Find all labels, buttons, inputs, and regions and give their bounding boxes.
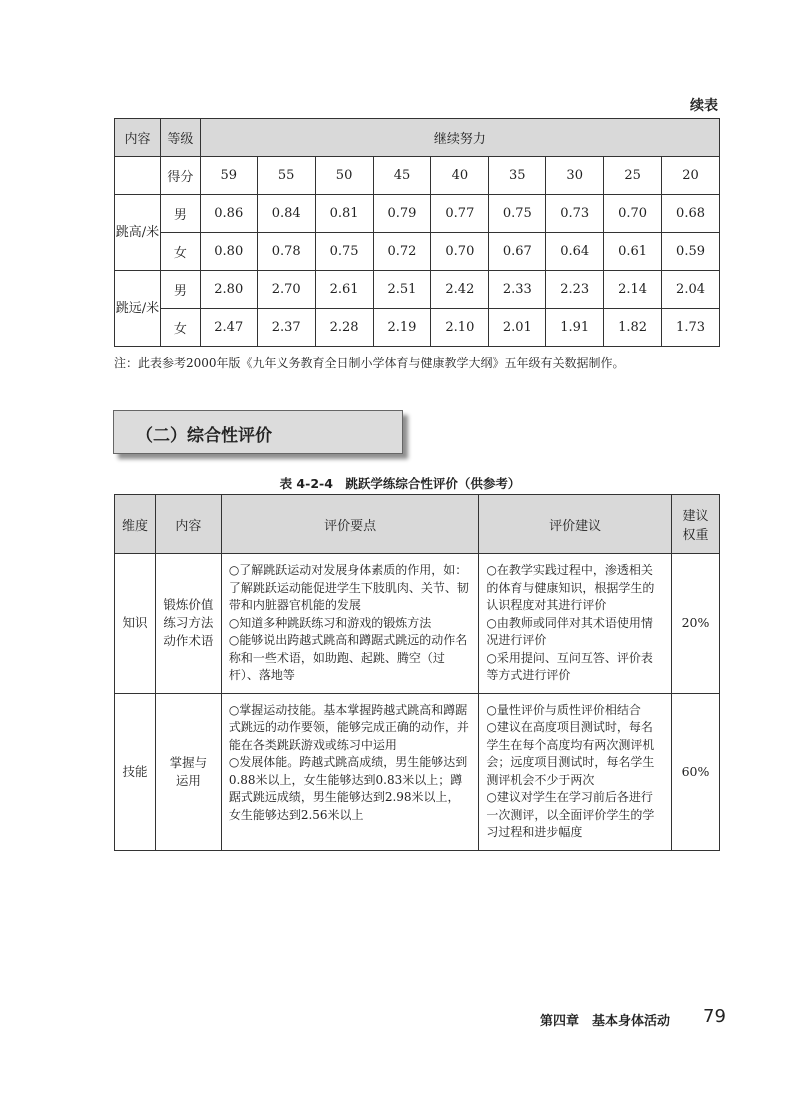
value-cell: 0.68 [662, 195, 720, 233]
points-cell [221, 554, 479, 694]
value-cell: 0.73 [546, 195, 604, 233]
table-header-row [115, 495, 720, 554]
value-cell: 2.42 [431, 271, 489, 309]
gender-cell: 女 [160, 309, 200, 347]
header-suggestion: 评价建议 [479, 495, 672, 554]
gender-cell: 男 [160, 271, 200, 309]
value-cell: 2.14 [604, 271, 662, 309]
suggestion-item: ○建议对学生在学习前后各进行一次测评，以全面评价学生的学习过程和进步幅度 [486, 790, 655, 839]
suggestion-item: ○采用提问、互问互答、评价表等方式进行评价 [486, 650, 653, 682]
value-cell: 0.75 [315, 233, 373, 271]
header-band: 继续努力 [200, 119, 719, 157]
header-points: 评价要点 [221, 495, 479, 554]
dimension-cell: 知识 [115, 554, 156, 694]
suggestion-item: ○量性评价与质性评价相结合 [486, 702, 641, 717]
footer-chapter: 第四章 基本身体活动 [540, 1014, 671, 1029]
value-cell: 2.70 [257, 271, 315, 309]
value-cell: 2.47 [200, 309, 257, 347]
header-weight-line: 权重 [682, 528, 709, 543]
header-content: 内容 [115, 119, 161, 157]
content-line: 动作术语 [163, 633, 214, 649]
value-cell: 0.70 [604, 195, 662, 233]
header-dimension: 维度 [115, 495, 156, 554]
page-number: 79 [703, 1006, 726, 1027]
value-cell: 0.61 [604, 233, 662, 271]
header-content: 内容 [155, 495, 221, 554]
suggestion-item: ○由教师或同伴对其术语使用情况进行评价 [486, 615, 653, 647]
content-line: 运用 [175, 772, 201, 788]
point-item: ○知道多种跳跃练习和游戏的锻炼方法 [228, 615, 432, 630]
value-cell: 2.37 [257, 309, 315, 347]
evaluation-table [114, 494, 720, 851]
value-cell: 2.61 [315, 271, 373, 309]
gender-cell: 女 [160, 233, 200, 271]
score-table [114, 118, 720, 347]
content-cell [155, 693, 221, 850]
value-cell: 2.04 [662, 271, 720, 309]
table-row [115, 271, 720, 309]
header-level: 等级 [160, 119, 200, 157]
value-cell: 2.01 [489, 309, 546, 347]
suggestion-cell [479, 554, 672, 694]
group-label-high-jump: 跳高/米 [115, 195, 161, 271]
value-cell: 0.59 [662, 233, 720, 271]
table-row [115, 195, 720, 233]
table-note: 注：此表参考2000年版《九年义务教育全日制小学体育与健康教学大纲》五年级有关数据制作。 [114, 356, 625, 370]
score-cell: 50 [315, 157, 373, 195]
value-cell: 0.72 [373, 233, 431, 271]
points-cell [221, 693, 479, 850]
score-cell: 55 [257, 157, 315, 195]
table-row [115, 309, 720, 347]
section-title: （二）综合性评价 [136, 426, 272, 446]
value-cell: 2.19 [373, 309, 431, 347]
score-cell: 59 [200, 157, 257, 195]
suggestion-item: ○在教学实践过程中，渗透相关的体育与健康知识，根据学生的认识程度对其进行评价 [486, 563, 655, 612]
value-cell: 2.80 [200, 271, 257, 309]
value-cell: 1.73 [662, 309, 720, 347]
score-row [115, 157, 720, 195]
table-row [115, 233, 720, 271]
score-cell: 25 [604, 157, 662, 195]
point-item: ○能够说出跨越式跳高和蹲踞式跳远的动作名称和一些术语，如助跑、起跳、腾空（过杆）、落地等 [228, 633, 468, 682]
value-cell: 2.10 [431, 309, 489, 347]
table-row [115, 554, 720, 694]
score-cell: 20 [662, 157, 720, 195]
value-cell: 2.51 [373, 271, 431, 309]
value-cell: 0.78 [257, 233, 315, 271]
score-cell: 40 [431, 157, 489, 195]
blank-cell [115, 157, 161, 195]
continued-label: 续表 [690, 98, 718, 114]
group-label-long-jump: 跳远/米 [115, 271, 161, 347]
score-label: 得分 [160, 157, 200, 195]
value-cell: 0.75 [489, 195, 546, 233]
value-cell: 0.79 [373, 195, 431, 233]
value-cell: 2.23 [546, 271, 604, 309]
value-cell: 0.70 [431, 233, 489, 271]
value-cell: 1.82 [604, 309, 662, 347]
dimension-cell: 技能 [115, 693, 156, 850]
section-heading-box [113, 410, 403, 454]
point-item: ○了解跳跃运动对发展身体素质的作用，如：了解跳跃运动能促进学生下肢肌肉、关节、韧带和内脏器官机能的发展 [228, 563, 469, 612]
value-cell: 2.28 [315, 309, 373, 347]
score-cell: 35 [489, 157, 546, 195]
gender-cell: 男 [160, 195, 200, 233]
value-cell: 2.33 [489, 271, 546, 309]
weight-cell: 20% [672, 554, 720, 694]
value-cell: 0.77 [431, 195, 489, 233]
content-cell [155, 554, 221, 694]
value-cell: 0.64 [546, 233, 604, 271]
value-cell: 0.86 [200, 195, 257, 233]
value-cell: 0.84 [257, 195, 315, 233]
table-row [115, 693, 720, 850]
value-cell: 0.80 [200, 233, 257, 271]
point-item: ○发展体能。跨越式跳高成绩，男生能够达到0.88米以上，女生能够达到0.83米以上；蹲踞式跳远成绩，男生能够达到2.98米以上，女生能够达到2.56米以上 [228, 755, 468, 822]
content-line: 练习方法 [163, 615, 214, 631]
weight-cell: 60% [672, 693, 720, 850]
value-cell: 0.67 [489, 233, 546, 271]
value-cell: 0.81 [315, 195, 373, 233]
score-cell: 45 [373, 157, 431, 195]
header-weight-line: 建议 [682, 509, 709, 524]
suggestion-cell [479, 693, 672, 850]
content-line: 掌握与 [169, 754, 208, 770]
point-item: ○掌握运动技能。基本掌握跨越式跳高和蹲踞式跳远的动作要领，能够完成正确的动作，并能在各类跳跃游戏或练习中运用 [228, 702, 469, 752]
content-line: 锻炼价值 [163, 597, 214, 613]
header-weight [672, 495, 720, 554]
table-caption: 表 4-2-4 跳跃学练综合性评价（供参考） [279, 476, 521, 491]
value-cell: 1.91 [546, 309, 604, 347]
score-cell: 30 [546, 157, 604, 195]
suggestion-item: ○建议在高度项目测试时，每名学生在每个高度均有两次测评机会；远度项目测试时，每名学生测评机会不少于两次 [486, 720, 655, 787]
